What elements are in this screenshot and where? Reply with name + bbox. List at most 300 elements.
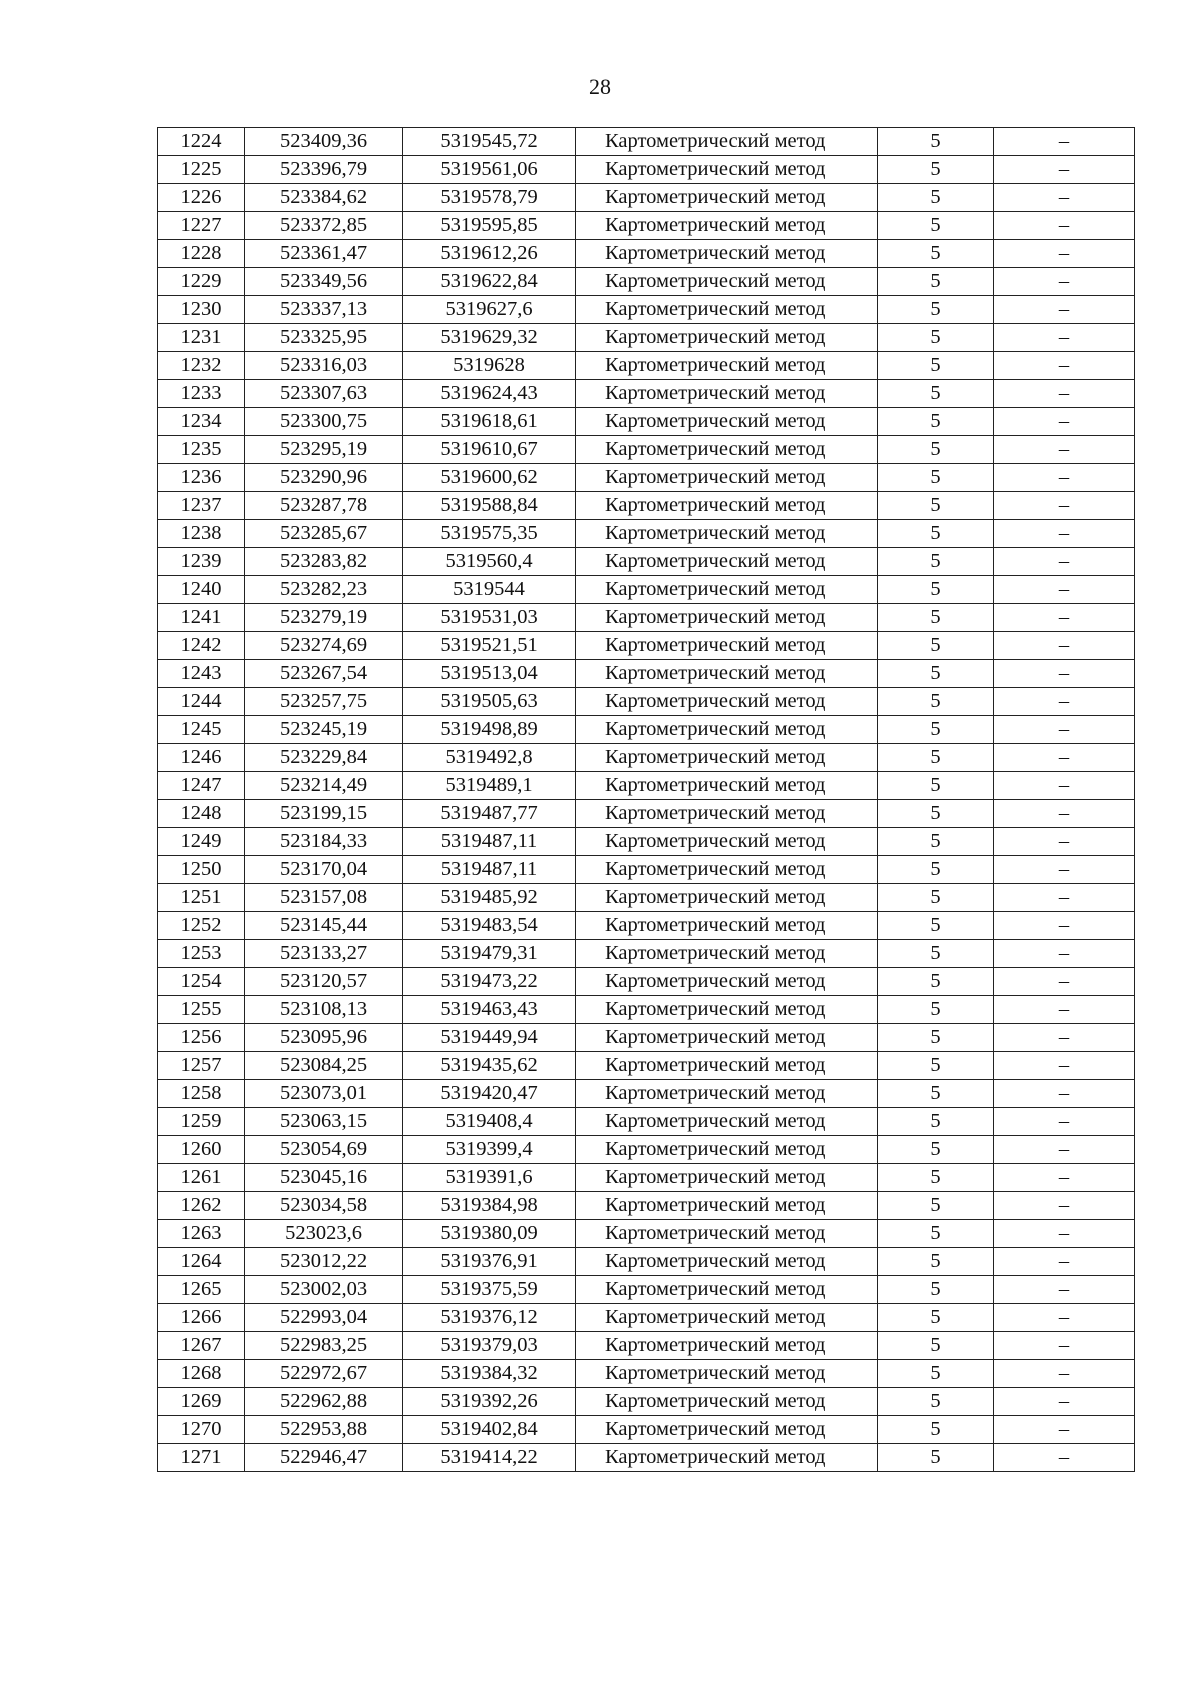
point-number-cell: 1233 xyxy=(158,380,245,408)
accuracy-cell: 5 xyxy=(878,912,994,940)
accuracy-cell: 5 xyxy=(878,772,994,800)
description-cell: – xyxy=(994,128,1135,156)
table-row xyxy=(158,1220,1135,1248)
accuracy-cell: 5 xyxy=(878,744,994,772)
accuracy-cell: 5 xyxy=(878,1332,994,1360)
method-cell: Картометрический метод xyxy=(576,464,878,492)
accuracy-cell: 5 xyxy=(878,408,994,436)
y-coordinate-cell: 5319505,63 xyxy=(403,688,576,716)
accuracy-cell: 5 xyxy=(878,1164,994,1192)
description-cell: – xyxy=(994,1136,1135,1164)
y-coordinate-cell: 5319489,1 xyxy=(403,772,576,800)
table-row xyxy=(158,856,1135,884)
y-coordinate-cell: 5319384,32 xyxy=(403,1360,576,1388)
accuracy-cell: 5 xyxy=(878,1388,994,1416)
accuracy-cell: 5 xyxy=(878,380,994,408)
description-cell: – xyxy=(994,772,1135,800)
accuracy-cell: 5 xyxy=(878,1052,994,1080)
x-coordinate-cell: 523045,16 xyxy=(245,1164,403,1192)
point-number-cell: 1227 xyxy=(158,212,245,240)
method-cell: Картометрический метод xyxy=(576,1360,878,1388)
y-coordinate-cell: 5319449,94 xyxy=(403,1024,576,1052)
table-row xyxy=(158,492,1135,520)
accuracy-cell: 5 xyxy=(878,212,994,240)
description-cell: – xyxy=(994,352,1135,380)
method-cell: Картометрический метод xyxy=(576,940,878,968)
point-number-cell: 1261 xyxy=(158,1164,245,1192)
point-number-cell: 1228 xyxy=(158,240,245,268)
point-number-cell: 1268 xyxy=(158,1360,245,1388)
accuracy-cell: 5 xyxy=(878,660,994,688)
x-coordinate-cell: 523120,57 xyxy=(245,968,403,996)
table-row xyxy=(158,380,1135,408)
method-cell: Картометрический метод xyxy=(576,1164,878,1192)
accuracy-cell: 5 xyxy=(878,1220,994,1248)
method-cell: Картометрический метод xyxy=(576,548,878,576)
method-cell: Картометрический метод xyxy=(576,128,878,156)
y-coordinate-cell: 5319560,4 xyxy=(403,548,576,576)
point-number-cell: 1254 xyxy=(158,968,245,996)
point-number-cell: 1247 xyxy=(158,772,245,800)
method-cell: Картометрический метод xyxy=(576,240,878,268)
y-coordinate-cell: 5319485,92 xyxy=(403,884,576,912)
table-row xyxy=(158,1444,1135,1472)
method-cell: Картометрический метод xyxy=(576,1108,878,1136)
accuracy-cell: 5 xyxy=(878,156,994,184)
table-row xyxy=(158,268,1135,296)
description-cell: – xyxy=(994,408,1135,436)
point-number-cell: 1243 xyxy=(158,660,245,688)
method-cell: Картометрический метод xyxy=(576,1192,878,1220)
x-coordinate-cell: 523409,36 xyxy=(245,128,403,156)
method-cell: Картометрический метод xyxy=(576,1220,878,1248)
point-number-cell: 1224 xyxy=(158,128,245,156)
table-row xyxy=(158,772,1135,800)
table-row xyxy=(158,296,1135,324)
table-row xyxy=(158,744,1135,772)
description-cell: – xyxy=(994,1332,1135,1360)
accuracy-cell: 5 xyxy=(878,996,994,1024)
description-cell: – xyxy=(994,212,1135,240)
method-cell: Картометрический метод xyxy=(576,156,878,184)
x-coordinate-cell: 523349,56 xyxy=(245,268,403,296)
table-row xyxy=(158,716,1135,744)
description-cell: – xyxy=(994,660,1135,688)
table-row xyxy=(158,324,1135,352)
x-coordinate-cell: 523073,01 xyxy=(245,1080,403,1108)
page-number: 28 xyxy=(589,74,611,99)
method-cell: Картометрический метод xyxy=(576,212,878,240)
y-coordinate-cell: 5319391,6 xyxy=(403,1164,576,1192)
table-row xyxy=(158,1192,1135,1220)
x-coordinate-cell: 523170,04 xyxy=(245,856,403,884)
x-coordinate-cell: 523267,54 xyxy=(245,660,403,688)
x-coordinate-cell: 523290,96 xyxy=(245,464,403,492)
point-number-cell: 1230 xyxy=(158,296,245,324)
table-row xyxy=(158,212,1135,240)
table-row xyxy=(158,912,1135,940)
description-cell: – xyxy=(994,632,1135,660)
x-coordinate-cell: 523287,78 xyxy=(245,492,403,520)
description-cell: – xyxy=(994,436,1135,464)
method-cell: Картометрический метод xyxy=(576,884,878,912)
point-number-cell: 1251 xyxy=(158,884,245,912)
point-number-cell: 1267 xyxy=(158,1332,245,1360)
accuracy-cell: 5 xyxy=(878,576,994,604)
x-coordinate-cell: 523384,62 xyxy=(245,184,403,212)
description-cell: – xyxy=(994,1388,1135,1416)
y-coordinate-cell: 5319487,11 xyxy=(403,828,576,856)
y-coordinate-cell: 5319380,09 xyxy=(403,1220,576,1248)
description-cell: – xyxy=(994,1276,1135,1304)
method-cell: Картометрический метод xyxy=(576,408,878,436)
accuracy-cell: 5 xyxy=(878,632,994,660)
y-coordinate-cell: 5319487,77 xyxy=(403,800,576,828)
y-coordinate-cell: 5319521,51 xyxy=(403,632,576,660)
table-row xyxy=(158,604,1135,632)
description-cell: – xyxy=(994,940,1135,968)
description-cell: – xyxy=(994,1192,1135,1220)
method-cell: Картометрический метод xyxy=(576,352,878,380)
y-coordinate-cell: 5319379,03 xyxy=(403,1332,576,1360)
x-coordinate-cell: 523274,69 xyxy=(245,632,403,660)
point-number-cell: 1225 xyxy=(158,156,245,184)
point-number-cell: 1271 xyxy=(158,1444,245,1472)
method-cell: Картометрический метод xyxy=(576,1416,878,1444)
y-coordinate-cell: 5319545,72 xyxy=(403,128,576,156)
accuracy-cell: 5 xyxy=(878,1192,994,1220)
x-coordinate-cell: 522946,47 xyxy=(245,1444,403,1472)
y-coordinate-cell: 5319624,43 xyxy=(403,380,576,408)
point-number-cell: 1242 xyxy=(158,632,245,660)
accuracy-cell: 5 xyxy=(878,268,994,296)
description-cell: – xyxy=(994,184,1135,212)
method-cell: Картометрический метод xyxy=(576,380,878,408)
method-cell: Картометрический метод xyxy=(576,576,878,604)
x-coordinate-cell: 523108,13 xyxy=(245,996,403,1024)
point-number-cell: 1262 xyxy=(158,1192,245,1220)
point-number-cell: 1232 xyxy=(158,352,245,380)
accuracy-cell: 5 xyxy=(878,464,994,492)
point-number-cell: 1253 xyxy=(158,940,245,968)
method-cell: Картометрический метод xyxy=(576,800,878,828)
table-row xyxy=(158,464,1135,492)
coordinates-table-body xyxy=(158,128,1135,1472)
method-cell: Картометрический метод xyxy=(576,436,878,464)
point-number-cell: 1269 xyxy=(158,1388,245,1416)
accuracy-cell: 5 xyxy=(878,828,994,856)
description-cell: – xyxy=(994,884,1135,912)
x-coordinate-cell: 523295,19 xyxy=(245,436,403,464)
point-number-cell: 1255 xyxy=(158,996,245,1024)
x-coordinate-cell: 523002,03 xyxy=(245,1276,403,1304)
y-coordinate-cell: 5319600,62 xyxy=(403,464,576,492)
table-row xyxy=(158,1304,1135,1332)
method-cell: Картометрический метод xyxy=(576,688,878,716)
x-coordinate-cell: 523199,15 xyxy=(245,800,403,828)
point-number-cell: 1256 xyxy=(158,1024,245,1052)
x-coordinate-cell: 523157,08 xyxy=(245,884,403,912)
x-coordinate-cell: 522962,88 xyxy=(245,1388,403,1416)
point-number-cell: 1241 xyxy=(158,604,245,632)
table-row xyxy=(158,688,1135,716)
x-coordinate-cell: 523034,58 xyxy=(245,1192,403,1220)
description-cell: – xyxy=(994,1444,1135,1472)
table-row xyxy=(158,1024,1135,1052)
x-coordinate-cell: 523133,27 xyxy=(245,940,403,968)
method-cell: Картометрический метод xyxy=(576,828,878,856)
accuracy-cell: 5 xyxy=(878,1416,994,1444)
table-row xyxy=(158,1136,1135,1164)
method-cell: Картометрический метод xyxy=(576,968,878,996)
description-cell: – xyxy=(994,1108,1135,1136)
table-row xyxy=(158,940,1135,968)
table-row xyxy=(158,520,1135,548)
method-cell: Картометрический метод xyxy=(576,520,878,548)
description-cell: – xyxy=(994,324,1135,352)
description-cell: – xyxy=(994,492,1135,520)
accuracy-cell: 5 xyxy=(878,296,994,324)
point-number-cell: 1236 xyxy=(158,464,245,492)
y-coordinate-cell: 5319483,54 xyxy=(403,912,576,940)
description-cell: – xyxy=(994,1164,1135,1192)
y-coordinate-cell: 5319612,26 xyxy=(403,240,576,268)
table-row xyxy=(158,1164,1135,1192)
description-cell: – xyxy=(994,240,1135,268)
table-row xyxy=(158,1388,1135,1416)
y-coordinate-cell: 5319392,26 xyxy=(403,1388,576,1416)
method-cell: Картометрический метод xyxy=(576,1080,878,1108)
accuracy-cell: 5 xyxy=(878,548,994,576)
description-cell: – xyxy=(994,744,1135,772)
point-number-cell: 1250 xyxy=(158,856,245,884)
point-number-cell: 1263 xyxy=(158,1220,245,1248)
point-number-cell: 1239 xyxy=(158,548,245,576)
accuracy-cell: 5 xyxy=(878,520,994,548)
accuracy-cell: 5 xyxy=(878,716,994,744)
description-cell: – xyxy=(994,464,1135,492)
table-row xyxy=(158,548,1135,576)
method-cell: Картометрический метод xyxy=(576,744,878,772)
point-number-cell: 1244 xyxy=(158,688,245,716)
method-cell: Картометрический метод xyxy=(576,1024,878,1052)
y-coordinate-cell: 5319498,89 xyxy=(403,716,576,744)
description-cell: – xyxy=(994,688,1135,716)
point-number-cell: 1264 xyxy=(158,1248,245,1276)
table-row xyxy=(158,352,1135,380)
point-number-cell: 1257 xyxy=(158,1052,245,1080)
point-number-cell: 1238 xyxy=(158,520,245,548)
description-cell: – xyxy=(994,828,1135,856)
method-cell: Картометрический метод xyxy=(576,996,878,1024)
point-number-cell: 1260 xyxy=(158,1136,245,1164)
point-number-cell: 1266 xyxy=(158,1304,245,1332)
description-cell: – xyxy=(994,296,1135,324)
method-cell: Картометрический метод xyxy=(576,1332,878,1360)
point-number-cell: 1237 xyxy=(158,492,245,520)
x-coordinate-cell: 523095,96 xyxy=(245,1024,403,1052)
method-cell: Картометрический метод xyxy=(576,660,878,688)
method-cell: Картометрический метод xyxy=(576,856,878,884)
point-number-cell: 1248 xyxy=(158,800,245,828)
method-cell: Картометрический метод xyxy=(576,1248,878,1276)
table-row xyxy=(158,1080,1135,1108)
method-cell: Картометрический метод xyxy=(576,296,878,324)
y-coordinate-cell: 5319628 xyxy=(403,352,576,380)
x-coordinate-cell: 523361,47 xyxy=(245,240,403,268)
y-coordinate-cell: 5319561,06 xyxy=(403,156,576,184)
accuracy-cell: 5 xyxy=(878,128,994,156)
accuracy-cell: 5 xyxy=(878,240,994,268)
point-number-cell: 1231 xyxy=(158,324,245,352)
table-row xyxy=(158,1332,1135,1360)
x-coordinate-cell: 523145,44 xyxy=(245,912,403,940)
point-number-cell: 1270 xyxy=(158,1416,245,1444)
y-coordinate-cell: 5319399,4 xyxy=(403,1136,576,1164)
y-coordinate-cell: 5319513,04 xyxy=(403,660,576,688)
x-coordinate-cell: 523245,19 xyxy=(245,716,403,744)
y-coordinate-cell: 5319376,91 xyxy=(403,1248,576,1276)
accuracy-cell: 5 xyxy=(878,856,994,884)
description-cell: – xyxy=(994,1416,1135,1444)
y-coordinate-cell: 5319588,84 xyxy=(403,492,576,520)
accuracy-cell: 5 xyxy=(878,1108,994,1136)
accuracy-cell: 5 xyxy=(878,436,994,464)
x-coordinate-cell: 523396,79 xyxy=(245,156,403,184)
y-coordinate-cell: 5319627,6 xyxy=(403,296,576,324)
point-number-cell: 1252 xyxy=(158,912,245,940)
x-coordinate-cell: 523214,49 xyxy=(245,772,403,800)
accuracy-cell: 5 xyxy=(878,1024,994,1052)
y-coordinate-cell: 5319376,12 xyxy=(403,1304,576,1332)
x-coordinate-cell: 523229,84 xyxy=(245,744,403,772)
x-coordinate-cell: 523316,03 xyxy=(245,352,403,380)
accuracy-cell: 5 xyxy=(878,1304,994,1332)
table-row xyxy=(158,128,1135,156)
y-coordinate-cell: 5319435,62 xyxy=(403,1052,576,1080)
description-cell: – xyxy=(994,1360,1135,1388)
x-coordinate-cell: 523372,85 xyxy=(245,212,403,240)
y-coordinate-cell: 5319578,79 xyxy=(403,184,576,212)
accuracy-cell: 5 xyxy=(878,1360,994,1388)
x-coordinate-cell: 523283,82 xyxy=(245,548,403,576)
x-coordinate-cell: 523023,6 xyxy=(245,1220,403,1248)
method-cell: Картометрический метод xyxy=(576,324,878,352)
y-coordinate-cell: 5319575,35 xyxy=(403,520,576,548)
y-coordinate-cell: 5319402,84 xyxy=(403,1416,576,1444)
x-coordinate-cell: 523063,15 xyxy=(245,1108,403,1136)
table-row xyxy=(158,996,1135,1024)
x-coordinate-cell: 523307,63 xyxy=(245,380,403,408)
description-cell: – xyxy=(994,520,1135,548)
x-coordinate-cell: 523279,19 xyxy=(245,604,403,632)
x-coordinate-cell: 522972,67 xyxy=(245,1360,403,1388)
method-cell: Картометрический метод xyxy=(576,772,878,800)
table-row xyxy=(158,184,1135,212)
method-cell: Картометрический метод xyxy=(576,1276,878,1304)
method-cell: Картометрический метод xyxy=(576,184,878,212)
table-row xyxy=(158,436,1135,464)
description-cell: – xyxy=(994,912,1135,940)
x-coordinate-cell: 523184,33 xyxy=(245,828,403,856)
table-row xyxy=(158,408,1135,436)
x-coordinate-cell: 523325,95 xyxy=(245,324,403,352)
method-cell: Картометрический метод xyxy=(576,604,878,632)
y-coordinate-cell: 5319414,22 xyxy=(403,1444,576,1472)
accuracy-cell: 5 xyxy=(878,1444,994,1472)
description-cell: – xyxy=(994,156,1135,184)
accuracy-cell: 5 xyxy=(878,184,994,212)
x-coordinate-cell: 522953,88 xyxy=(245,1416,403,1444)
description-cell: – xyxy=(994,968,1135,996)
accuracy-cell: 5 xyxy=(878,800,994,828)
point-number-cell: 1249 xyxy=(158,828,245,856)
method-cell: Картометрический метод xyxy=(576,1388,878,1416)
method-cell: Картометрический метод xyxy=(576,632,878,660)
accuracy-cell: 5 xyxy=(878,884,994,912)
y-coordinate-cell: 5319492,8 xyxy=(403,744,576,772)
x-coordinate-cell: 523300,75 xyxy=(245,408,403,436)
method-cell: Картометрический метод xyxy=(576,268,878,296)
description-cell: – xyxy=(994,576,1135,604)
table-row xyxy=(158,968,1135,996)
y-coordinate-cell: 5319629,32 xyxy=(403,324,576,352)
x-coordinate-cell: 523282,23 xyxy=(245,576,403,604)
method-cell: Картометрический метод xyxy=(576,1052,878,1080)
accuracy-cell: 5 xyxy=(878,324,994,352)
y-coordinate-cell: 5319384,98 xyxy=(403,1192,576,1220)
method-cell: Картометрический метод xyxy=(576,1444,878,1472)
point-number-cell: 1240 xyxy=(158,576,245,604)
table-row xyxy=(158,660,1135,688)
x-coordinate-cell: 523012,22 xyxy=(245,1248,403,1276)
y-coordinate-cell: 5319408,4 xyxy=(403,1108,576,1136)
point-number-cell: 1226 xyxy=(158,184,245,212)
description-cell: – xyxy=(994,1304,1135,1332)
table-row xyxy=(158,828,1135,856)
table-row xyxy=(158,576,1135,604)
x-coordinate-cell: 523257,75 xyxy=(245,688,403,716)
description-cell: – xyxy=(994,604,1135,632)
method-cell: Картометрический метод xyxy=(576,492,878,520)
y-coordinate-cell: 5319610,67 xyxy=(403,436,576,464)
accuracy-cell: 5 xyxy=(878,1276,994,1304)
y-coordinate-cell: 5319473,22 xyxy=(403,968,576,996)
y-coordinate-cell: 5319375,59 xyxy=(403,1276,576,1304)
description-cell: – xyxy=(994,800,1135,828)
x-coordinate-cell: 523337,13 xyxy=(245,296,403,324)
point-number-cell: 1229 xyxy=(158,268,245,296)
table-row xyxy=(158,156,1135,184)
accuracy-cell: 5 xyxy=(878,492,994,520)
description-cell: – xyxy=(994,856,1135,884)
description-cell: – xyxy=(994,380,1135,408)
table-row xyxy=(158,1360,1135,1388)
y-coordinate-cell: 5319487,11 xyxy=(403,856,576,884)
point-number-cell: 1259 xyxy=(158,1108,245,1136)
y-coordinate-cell: 5319531,03 xyxy=(403,604,576,632)
table-row xyxy=(158,884,1135,912)
coordinates-table xyxy=(157,127,1135,1472)
description-cell: – xyxy=(994,1080,1135,1108)
method-cell: Картометрический метод xyxy=(576,1136,878,1164)
accuracy-cell: 5 xyxy=(878,352,994,380)
y-coordinate-cell: 5319618,61 xyxy=(403,408,576,436)
x-coordinate-cell: 522993,04 xyxy=(245,1304,403,1332)
point-number-cell: 1235 xyxy=(158,436,245,464)
x-coordinate-cell: 522983,25 xyxy=(245,1332,403,1360)
y-coordinate-cell: 5319544 xyxy=(403,576,576,604)
